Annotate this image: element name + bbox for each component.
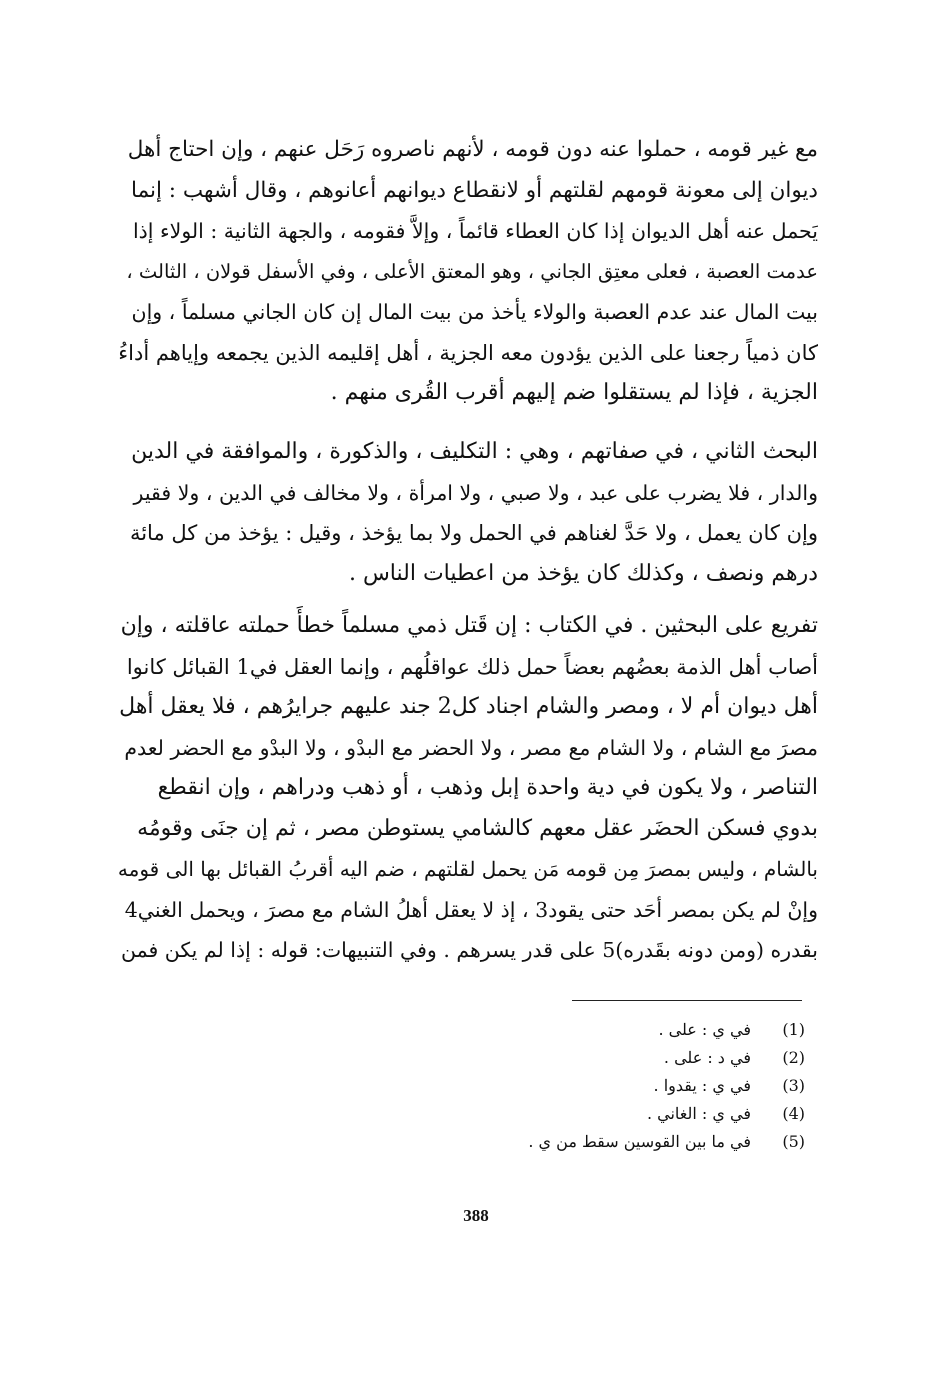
footnote-text: في ي : على . (658, 1020, 751, 1039)
footnote-item (400, 1072, 805, 1100)
text-line: يَحمل عنه أهل الديوان إذا كان العطاء قائماً ، وإلاَّ فقومه ، والجهة الثانية : الولاء إذا (132, 219, 818, 243)
footnote-number: (1) (782, 1020, 805, 1039)
footnote-item (400, 1128, 805, 1156)
footnote-text: في د : على . (663, 1048, 751, 1067)
paragraph-1 (118, 130, 818, 414)
text-line: الجزية ، فإذا لم يستقلوا ضم إليهم أقرب القُرى منهم . (330, 380, 818, 405)
text-line: عدمت العصبة ، فعلى معتِق الجاني ، وهو المعتق الأعلى ، وفي الأسفل قولان ، الثالث ، (126, 259, 818, 283)
footnote-text: في ي : يقدوا . (653, 1076, 751, 1095)
text-line: بقدره (ومن دونه بقَدره)5 على قدر يسرهم . وفي التنبيهات: قوله : إذا لم يكن فمن (120, 938, 818, 962)
footnote-item (400, 1100, 805, 1128)
footnote-text: في ي : الغاني . (646, 1104, 751, 1123)
text-line: بيت المال عند عدم العصبة والولاء يأخذ من بيت المال إن كان الجاني مسلماً ، وإن (131, 300, 818, 324)
text-line: مصرَ مع الشام ، ولا الشام مع مصر ، ولا الحضر مع البدْو ، ولا البدْو مع الحضر لعدم (124, 735, 818, 760)
text-line: مع غير قومه ، حملوا عنه دون قومه ، لأنهم ناصروه رَحَل عنهم ، وإن احتاج أهل (127, 137, 818, 162)
footnotes (400, 1016, 805, 1156)
text-line: بدوي فسكن الحضَر عقل معهم كالشامي يستوطن مصر ، ثم إن جنَى وقومُه (137, 815, 818, 841)
footnote-item (400, 1016, 805, 1044)
page-number: 388 (463, 1206, 489, 1225)
text-line: كان ذمياً رجعنا على الذين يؤدون معه الجزية ، أهل إقليمه الذين يجمعه وإياهم أداءُ (118, 340, 818, 365)
footnote-divider (572, 1000, 802, 1001)
text-line: ديوان إلى معونة قومهم لقلتهم أو لانقطاع ديوانهم أعانوهم ، وقال أشهب : إنما (131, 177, 818, 203)
footnote-number: (2) (782, 1048, 805, 1067)
footnote-text: في ما بين القوسين سقط من ي . (528, 1132, 751, 1151)
footnote-number: (3) (782, 1076, 805, 1095)
footnote-number: (5) (782, 1132, 805, 1151)
text-line: بالشام ، وليس بمصرَ مِن قومه مَن يحمل لقلتهم ، ضم اليه أقربُ القبائل بها الى قومه (118, 857, 818, 881)
text-line: درهم ونصف ، وكذلك كان يؤخذ من اعطيات الناس . (348, 560, 818, 586)
text-line: وإن كان يعمل ، ولا حَدَّ لغناهم في الحمل ولا بما يؤخذ ، وقيل : يؤخذ من كل مائة (129, 521, 818, 545)
footnote-number: (4) (782, 1104, 805, 1123)
text-line: تفريع على البحثين . في الكتاب : إن قَتل ذمي مسلماً خطأً حملته عاقلته ، وإن (120, 613, 818, 638)
paragraph-2 (118, 432, 818, 594)
text-line: أصاب أهل الذمة بعضُهم بعضاً حمل ذلك عواقلُهم ، وإنما العقل في1 القبائل كانوا (126, 654, 818, 679)
text-line: والدار ، فلا يضرب على عبد ، ولا صبي ، ولا امرأة ، ولا مخالف في الدين ، ولا فقير (133, 480, 818, 505)
footnote-item (400, 1044, 805, 1072)
text-line: وإنْ لم يكن بمصر أحَد حتى يقود3 ، إذ لا يعقل أهلُ الشام مع مصرَ ، ويحمل الغني4 (124, 897, 818, 922)
text-line: أهل ديوان أم لا ، ومصر والشام اجناد كل2 جند عليهم جرايرُهم ، فلا يعقل أهل (119, 694, 818, 719)
paragraph-3 (118, 606, 818, 971)
text-line: البحث الثاني ، في صفاتهم ، وهي : التكليف ، والذكورة ، والموافقة في الدين (131, 439, 818, 464)
text-line: التناصر ، ولا يكون في دية واحدة إبل وذهب ، أو ذهب ودراهم ، وإن انقطع (157, 775, 818, 800)
